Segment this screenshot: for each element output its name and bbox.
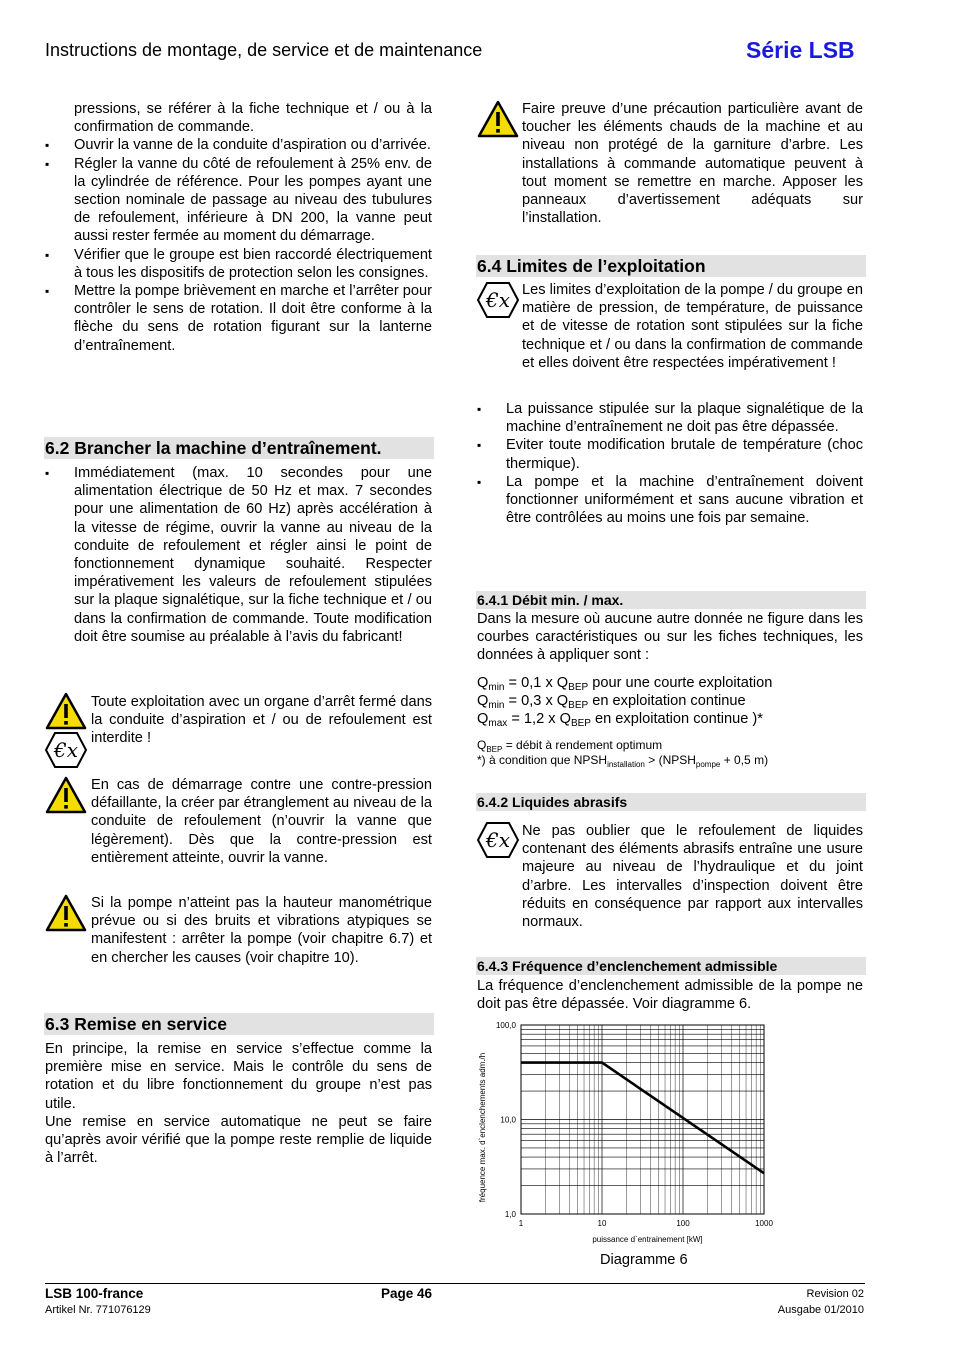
list-item: ▪ Vérifier que le groupe est bien raccordé électriquement à tous les dispositifs de protection selon les consignes. [45, 246, 432, 282]
list-item: ▪ Ouvrir la vanne de la conduite d’aspiration ou d’arrivée. [45, 136, 432, 154]
note-qbep: $Q_{BEP}$ = débit à rendement optimum [477, 738, 663, 754]
warning-triangle-icon [45, 776, 87, 814]
warning-text-hot-surfaces: Faire preuve d’une précaution particulière avant de toucher les éléments chauds de la machine et au niveau non protégé de la garniture d’arbre. Les installations à commande automatique peuvent à tout moment se remettre en marche. Apposer les panneaux d’avertissement adéquats sur l’installation. [522, 101, 863, 227]
formula-row: $Q_{max} = 1,2$ x $Q_{BEP}$ en exploitation continue )* [477, 711, 763, 730]
paragraph: En principe, la remise en service s’effectue comme la première mise en service. Mais le contrôle du sens de rotation et du libre fonctionnement du groupe n’est pas utile. [45, 1041, 432, 1112]
subsection-heading-6-4-3: 6.4.3 Fréquence d’enclenchement admissible [476, 957, 866, 975]
subsection-6-4-1-body: Dans la mesure où aucune autre donnée ne figure dans les courbes caractéristiques ou sur les fiches techniques, les données à appliquer sont : [477, 611, 863, 664]
ex-explosion-protection-icon [44, 731, 88, 769]
left-column-top [45, 100, 432, 355]
ex-text-limits: Les limites d’exploitation de la pompe / du groupe en matière de pression, de température, de puissance et de vitesse de rotation sont stipulées sur la fiche technique et / ou dans la confirmation de commande et elles doivent être respectées impérativement ! [522, 282, 863, 371]
note-npsh: *) à condition que $NPSH_{installation}$ > ($NPSH_{pompe} + 0,5$ m) [477, 753, 769, 769]
warning-text-3: Si la pompe n’atteint pas la hauteur manométrique prévue ou si des bruits et vibrations atypiques se manifestent : arrêter la pompe (voir chapitre 6.7) et en chercher les causes (voir chapitre 10). [91, 895, 432, 966]
flow-formula-list [477, 674, 863, 729]
list-item: ▪ Immédiatement (max. 10 secondes pour une alimentation électrique de 50 Hz et max. 7 secondes pour une alimentation de 60 Hz) après accélération à la vitesse de régime, ouvrir la vanne au niveau de la conduite de refoulement et régler ainsi le point de fonctionnement dynamique souhaité. Respecter impérativement les valeurs de refoulement stipulées sur la plaque signalétique, sur la fiche technique et / ou dans la confirmation de commande. Toute modification doit être soumise au préalable à l’avis du fabricant! [45, 464, 432, 646]
x-tick-label: 1000 [755, 1219, 773, 1228]
y-axis-label: fréquence max. d`enclenchements adm./h [478, 1052, 487, 1203]
warning-text-1: Toute exploitation avec un organe d’arrêt fermé dans la conduite d’aspiration et / ou de refoulement est interdite ! [91, 694, 432, 747]
switching-frequency-chart [472, 1018, 792, 1254]
page-number: Page 46 [381, 1286, 433, 1301]
y-tick-label: 100,0 [495, 1021, 516, 1030]
list-item: ▪ Eviter toute modification brutale de température (choc thermique). [477, 436, 863, 472]
footer-revision: Revision 02 [806, 1288, 864, 1300]
ex-explosion-protection-icon [476, 281, 520, 319]
max-switching-frequency-line [521, 1063, 764, 1174]
diagram-caption: Diagramme 6 [600, 1252, 688, 1268]
footer-doc-id: LSB 100-france [45, 1286, 144, 1301]
warning-triangle-icon [477, 100, 519, 138]
series-title: Série LSB [746, 37, 855, 63]
section-heading-6-4: 6.4 Limites de l’exploitation [476, 255, 866, 277]
section-6-3-body [45, 1040, 432, 1167]
warning-text-2: En cas de démarrage contre une contre-pression défaillante, la créer par étranglement au niveau de la conduite de refoulement (n’ouvrir la vanne que légèrement). Dès que la contre-pression est entièrement atteinte, ouvrir la vanne. [91, 777, 432, 866]
x-tick-label: 10 [597, 1219, 607, 1228]
formula-notes [477, 738, 863, 768]
x-tick-label: 100 [676, 1219, 690, 1228]
x-axis-label: puissance d`entrainement [kW] [592, 1235, 703, 1244]
subsection-6-4-2-body: Ne pas oublier que le refoulement de liquides contenant des éléments abrasifs entraîne une usure majeure au niveau de l’hydraulique et du joint d’arbre. Les intervalles d’inspection doivent être réduits en conséquence par rapport aux intervalles normaux. [522, 823, 863, 931]
document-header-title: Instructions de montage, de service et de maintenance [45, 40, 483, 60]
section-heading-6-2: 6.2 Brancher la machine d’entraînement. [44, 437, 434, 459]
ex-explosion-protection-icon [476, 821, 520, 859]
y-tick-label: 1,0 [504, 1210, 516, 1219]
footer-issue-date: Ausgabe 01/2010 [777, 1304, 864, 1316]
intro-continuation: pressions, se référer à la fiche technique et / ou à la confirmation de commande. [74, 101, 432, 136]
svg-text:€x: €x [485, 288, 511, 312]
list-item: ▪ Régler la vanne du côté de refoulement à 25% env. de la cylindrée de référence. Pour les pompes ayant une section nominale de passage au niveau des tubulures de refoulement, inférieure à DN 200, la vanne peut aussi rester fermée au moment du démarrage. [45, 155, 432, 246]
list-item: ▪ La pompe et la machine d’entraînement doivent fonctionner uniformément et sans aucune vibration et être contrôlées au moins une fois par semaine. [477, 473, 863, 528]
footer-divider [45, 1283, 865, 1284]
warning-triangle-icon [45, 692, 87, 730]
section-6-2-body [45, 464, 432, 646]
section-6-4-bullets [477, 400, 863, 527]
paragraph: Une remise en service automatique ne peut se faire qu’après avoir vérifié que la pompe reste remplie de liquide à l’arrêt. [45, 1113, 432, 1167]
svg-text:€x: €x [53, 738, 79, 762]
svg-text:€x: €x [485, 828, 511, 852]
subsection-heading-6-4-1: 6.4.1 Débit min. / max. [476, 591, 866, 609]
list-item: ▪ Mettre la pompe brièvement en marche et l’arrêter pour contrôler le sens de rotation. Il doit être conforme à la flèche du sens de rotation figurant sur la lanterne d’entraînement. [45, 282, 432, 355]
warning-triangle-icon [45, 894, 87, 932]
y-tick-label: 10,0 [500, 1115, 516, 1125]
section-heading-6-3: 6.3 Remise en service [44, 1013, 434, 1035]
subsection-heading-6-4-2: 6.4.2 Liquides abrasifs [476, 793, 866, 811]
x-tick-label: 1 [518, 1219, 524, 1228]
subsection-6-4-3-body: La fréquence d’enclenchement admissible de la pompe ne doit pas être dépassée. Voir diagramme 6. [477, 978, 863, 1013]
formula-row: $Q_{min} = 0,3$ x $Q_{BEP}$ en exploitation continue [477, 693, 746, 712]
list-item: ▪ La puissance stipulée sur la plaque signalétique de la machine d’entraînement ne doit pas être dépassée. [477, 400, 863, 436]
footer-article-number: Artikel Nr. 771076129 [45, 1304, 151, 1316]
formula-row: $Q_{min} = 0,1$ x $Q_{BEP}$ pour une courte exploitation [477, 675, 773, 693]
